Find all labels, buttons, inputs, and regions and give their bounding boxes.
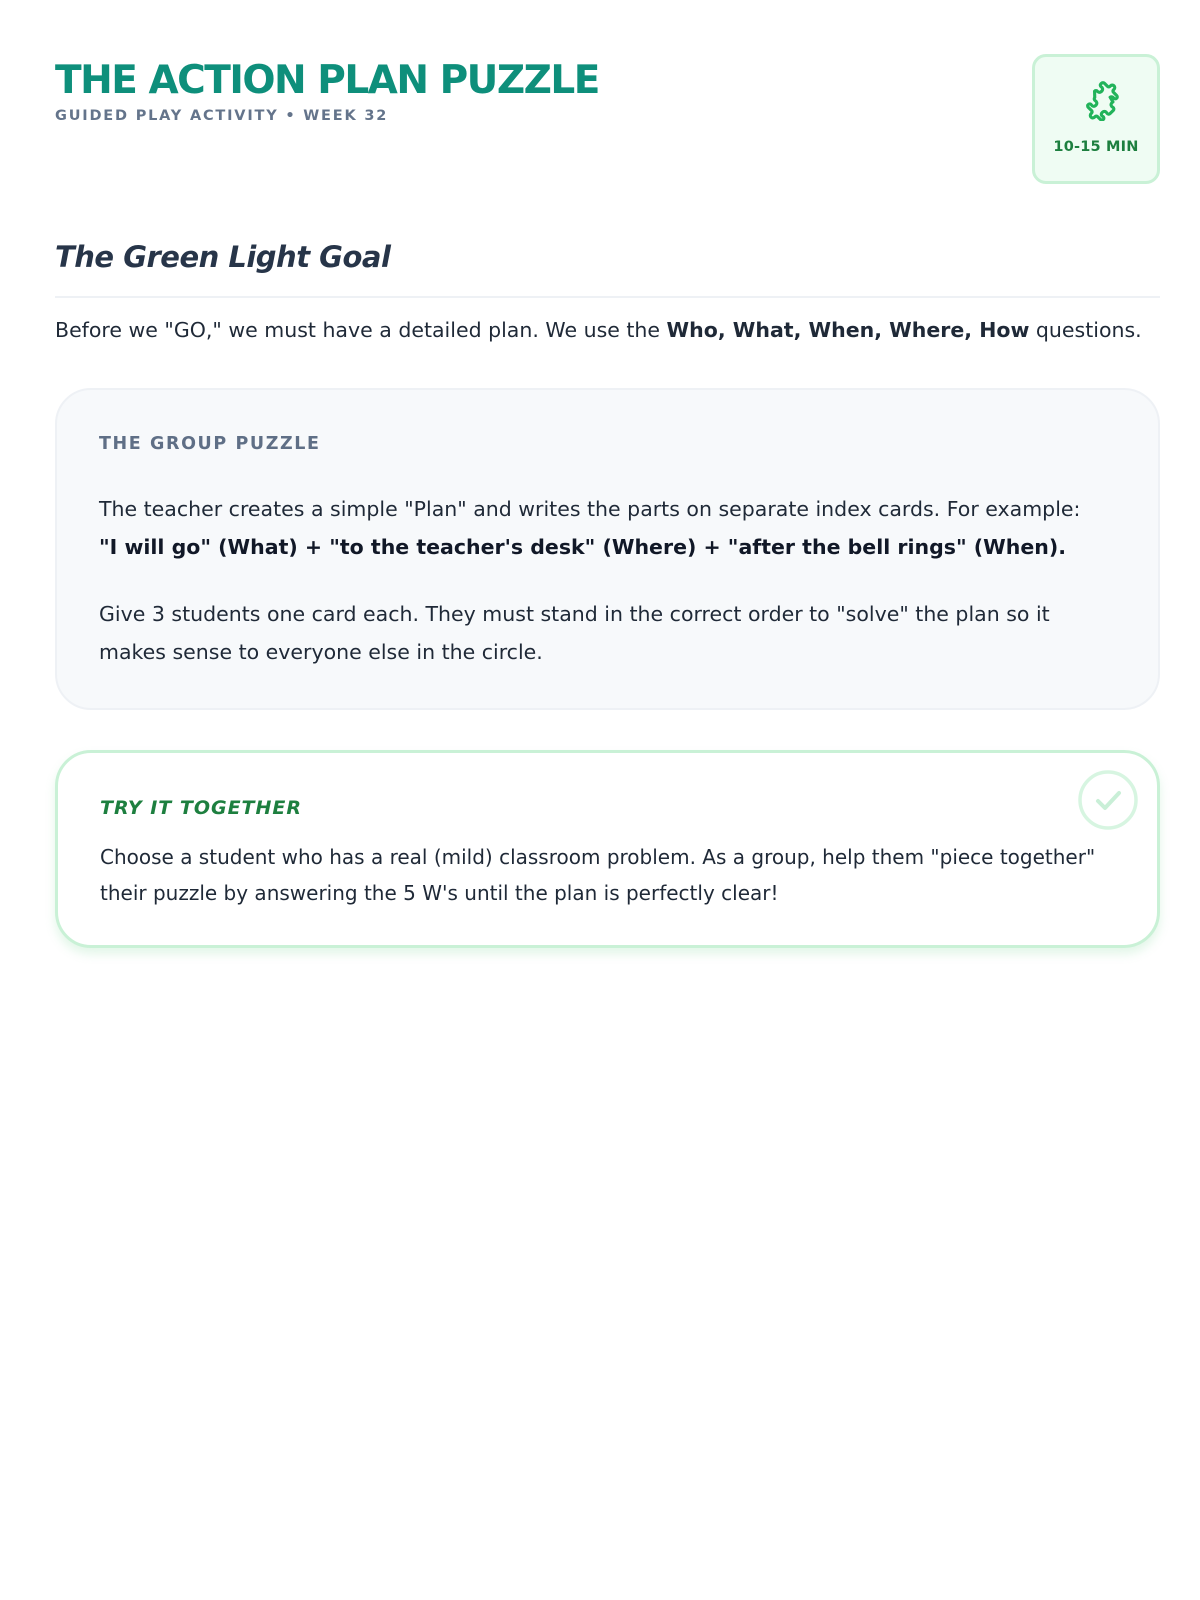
section-divider — [55, 296, 1160, 298]
intro-text-end: questions. — [1029, 318, 1142, 342]
page-title: THE ACTION PLAN PUZZLE — [55, 58, 599, 103]
section-heading: The Green Light Goal — [55, 240, 391, 274]
try-it-label: TRY IT TOGETHER — [100, 797, 303, 819]
group-puzzle-steps: Give 3 students one card each. They must stand in the correct order to "solve" the plan so it makes sense to everyone else in the circle. — [99, 602, 1050, 664]
try-it-text: Choose a student who has a real (mild) classroom problem. As a group, help them "piece together" their puzzle by answering the 5 W's until the plan is perfectly clear! — [100, 845, 1096, 905]
plan-example: "I will go" (What) + "to the teacher's desk" (Where) + "after the bell rings" (When). — [99, 535, 1067, 559]
page-header — [55, 52, 1160, 192]
page-subtitle: GUIDED PLAY ACTIVITY • WEEK 32 — [55, 108, 389, 124]
intro-questions: Who, What, When, Where, How — [666, 318, 1030, 342]
group-puzzle-instructions — [99, 490, 1119, 566]
duration-label: 10-15 MIN — [1053, 139, 1139, 155]
group-puzzle-card — [55, 388, 1160, 710]
duration-badge — [1032, 54, 1160, 184]
intro-paragraph — [55, 314, 1175, 346]
puzzle-piece-icon — [1079, 79, 1121, 121]
intro-text-start: Before we "GO," we must have a detailed plan. We use the — [55, 318, 667, 342]
group-puzzle-label: THE GROUP PUZZLE — [99, 434, 321, 454]
instructions-text: The teacher creates a simple "Plan" and writes the parts on separate index cards. For example: — [99, 497, 1081, 521]
checkmark-circle-icon — [1077, 769, 1139, 831]
try-it-together-card — [55, 750, 1160, 948]
